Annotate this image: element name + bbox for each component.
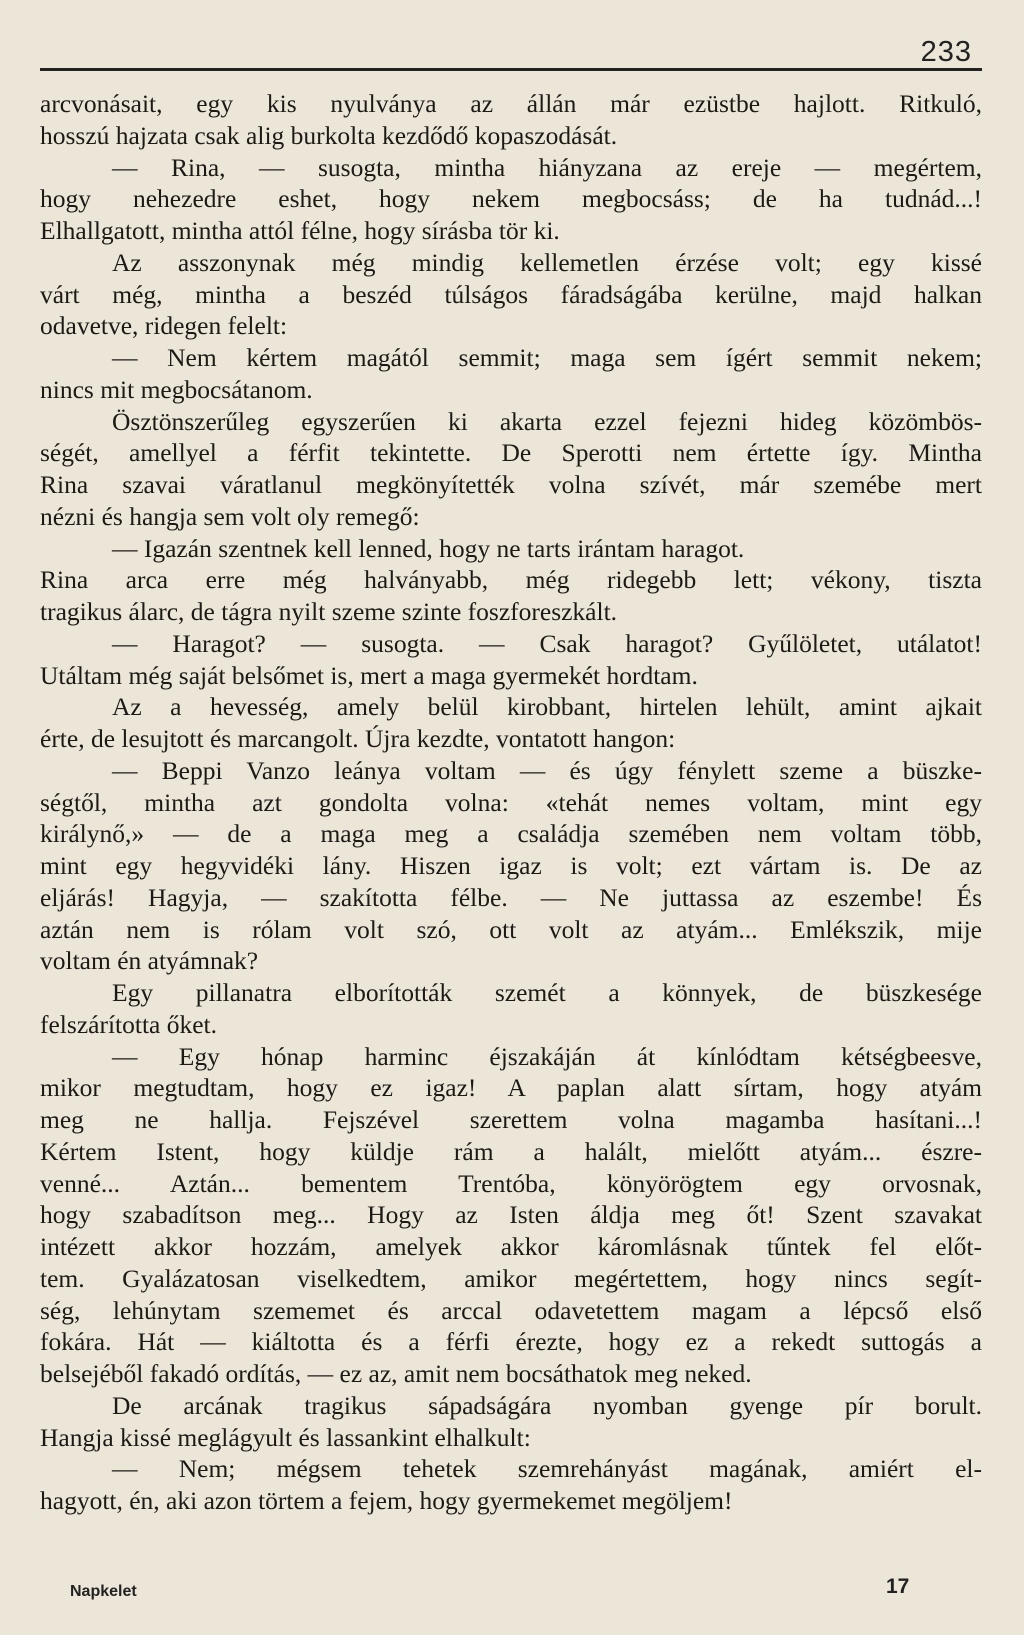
text-line: Egy pillanatra elborították szemét a könnyek, de büszkesége (112, 978, 982, 1007)
text-line: Rina arca erre még halványabb, még ridegebb lett; vékony, tiszta (40, 565, 982, 595)
text-line: hogy nehezedre eshet, hogy nekem megbocsáss; de ha tudnád...! (40, 184, 982, 214)
text-line: belsejéből fakadó ordítás, — ez az, amit nem bocsáthatok meg neked. (40, 1359, 752, 1388)
text-line: hagyott, én, aki azon törtem a fejem, hogy gyermekemet megöljem! (40, 1486, 733, 1515)
text-line: Az a hevesség, amely belül kirobbant, hirtelen lehült, amint ajkait (112, 692, 982, 722)
text-line: — Haragot? — susogta. — Csak haragot? Gyűlöletet, utálatot! (112, 628, 982, 658)
text-line: meg ne hallja. Fejszével szerettem volna magamba hasítani...! (40, 1105, 982, 1134)
text-line: mint egy hegyvidéki lány. Hiszen igaz is volt; ezt vártam is. De az (40, 851, 982, 880)
text-line: fokára. Hát — kiáltotta és a férfi érezte, hogy ez a rekedt suttogás a (40, 1327, 982, 1357)
text-line: arcvonásait, egy kis nyulványa az állán már ezüstbe hajlott. Ritkuló, (40, 89, 982, 118)
text-line: voltam én atyámnak? (40, 946, 259, 976)
journal-name: Napkelet (70, 1583, 137, 1600)
text-line: Kértem Istent, hogy küldje rám a halált, mielőtt atyám... észre- (40, 1136, 982, 1166)
text-line: Elhallgatott, mintha attól félne, hogy sírásba tör ki. (40, 216, 560, 245)
text-line: hogy szabadítson meg... Hogy az Isten áldja meg őt! Szent szavakat (40, 1200, 982, 1230)
text-line: ségét, amellyel a férfit tekintette. De Sperotti nem értette így. Mintha (40, 438, 982, 468)
text-line: — Igazán szentnek kell lenned, hogy ne tarts irántam haragot. (112, 533, 745, 563)
text-line: — Egy hónap harminc éjszakáján át kínlódtam kétségbeesve, (112, 1041, 982, 1071)
text-line: tem. Gyalázatosan viselkedtem, amikor megértettem, hogy nincs segít- (40, 1263, 982, 1293)
text-line: odavetve, ridegen felelt: (40, 311, 288, 341)
text-line: venné... Aztán... bementem Trentóba, könyörögtem egy orvosnak, (40, 1168, 982, 1198)
text-line: — Nem kértem magától semmit; maga sem ígért semmit nekem; (112, 343, 982, 372)
text-line: intézett akkor hozzám, amelyek akkor káromlásnak tűntek fel előt- (40, 1232, 982, 1261)
text-line: Ösztönszerűleg egyszerűen ki akarta ezzel fejezni hideg közömbös- (112, 406, 982, 436)
text-line: nincs mit megbocsátanom. (40, 374, 313, 404)
text-line: ségtől, mintha azt gondolta volna: «tehát nemes voltam, mint egy (40, 787, 982, 817)
text-line: hosszú hajzata csak alig burkolta kezdődő kopaszodását. (40, 120, 618, 150)
text-line: mikor megtudtam, hogy ez igaz! A paplan alatt sírtam, hogy atyám (40, 1073, 982, 1103)
text-line: ség, lehúnytam szememet és arccal odavetettem magam a lépcső első (40, 1295, 982, 1325)
text-line: — Nem; mégsem tehetek szemrehányást magának, amiért el- (112, 1454, 982, 1484)
header-rule (40, 68, 982, 71)
text-line: Az asszonynak még mindig kellemetlen érzése volt; egy kissé (112, 247, 982, 277)
body-text (40, 88, 982, 1517)
text-line: Utáltam még saját belsőmet is, mert a maga gyermekét hordtam. (40, 660, 698, 690)
text-line: aztán nem is rólam volt szó, ott volt az atyám... Emlékszik, mije (40, 914, 982, 944)
text-line: — Rina, — susogta, mintha hiányzana az ereje — megértem, (112, 152, 982, 182)
text-line: felszárította őket. (40, 1009, 218, 1039)
text-line: Rina szavai váratlanul megkönyítették volna szívét, már szemébe mert (40, 470, 982, 499)
text-line: várt még, mintha a beszéd túlságos fáradságába kerülne, majd halkan (40, 279, 982, 309)
page-number: 233 (920, 36, 972, 68)
text-line: királynő,» — de a maga meg a családja szemében nem voltam több, (40, 819, 982, 849)
text-line: tragikus álarc, de tágra nyilt szeme szinte foszforeszkált. (40, 597, 618, 626)
text-line: Hangja kissé meglágyult és lassankint elhalkult: (40, 1422, 531, 1452)
text-line: De arcának tragikus sápadságára nyomban gyenge pír borult. (112, 1390, 982, 1420)
text-line: eljárás! Hagyja, — szakította félbe. — Ne juttassa az eszembe! És (40, 882, 982, 912)
text-line: érte, de lesujtott és marcangolt. Újra kezdte, vontatott hangon: (40, 724, 676, 753)
text-line: nézni és hangja sem volt oly remegő: (40, 501, 420, 531)
signature-number: 17 (886, 1575, 910, 1598)
text-line: — Beppi Vanzo leánya voltam — és úgy fénylett szeme a büszke- (112, 755, 982, 785)
